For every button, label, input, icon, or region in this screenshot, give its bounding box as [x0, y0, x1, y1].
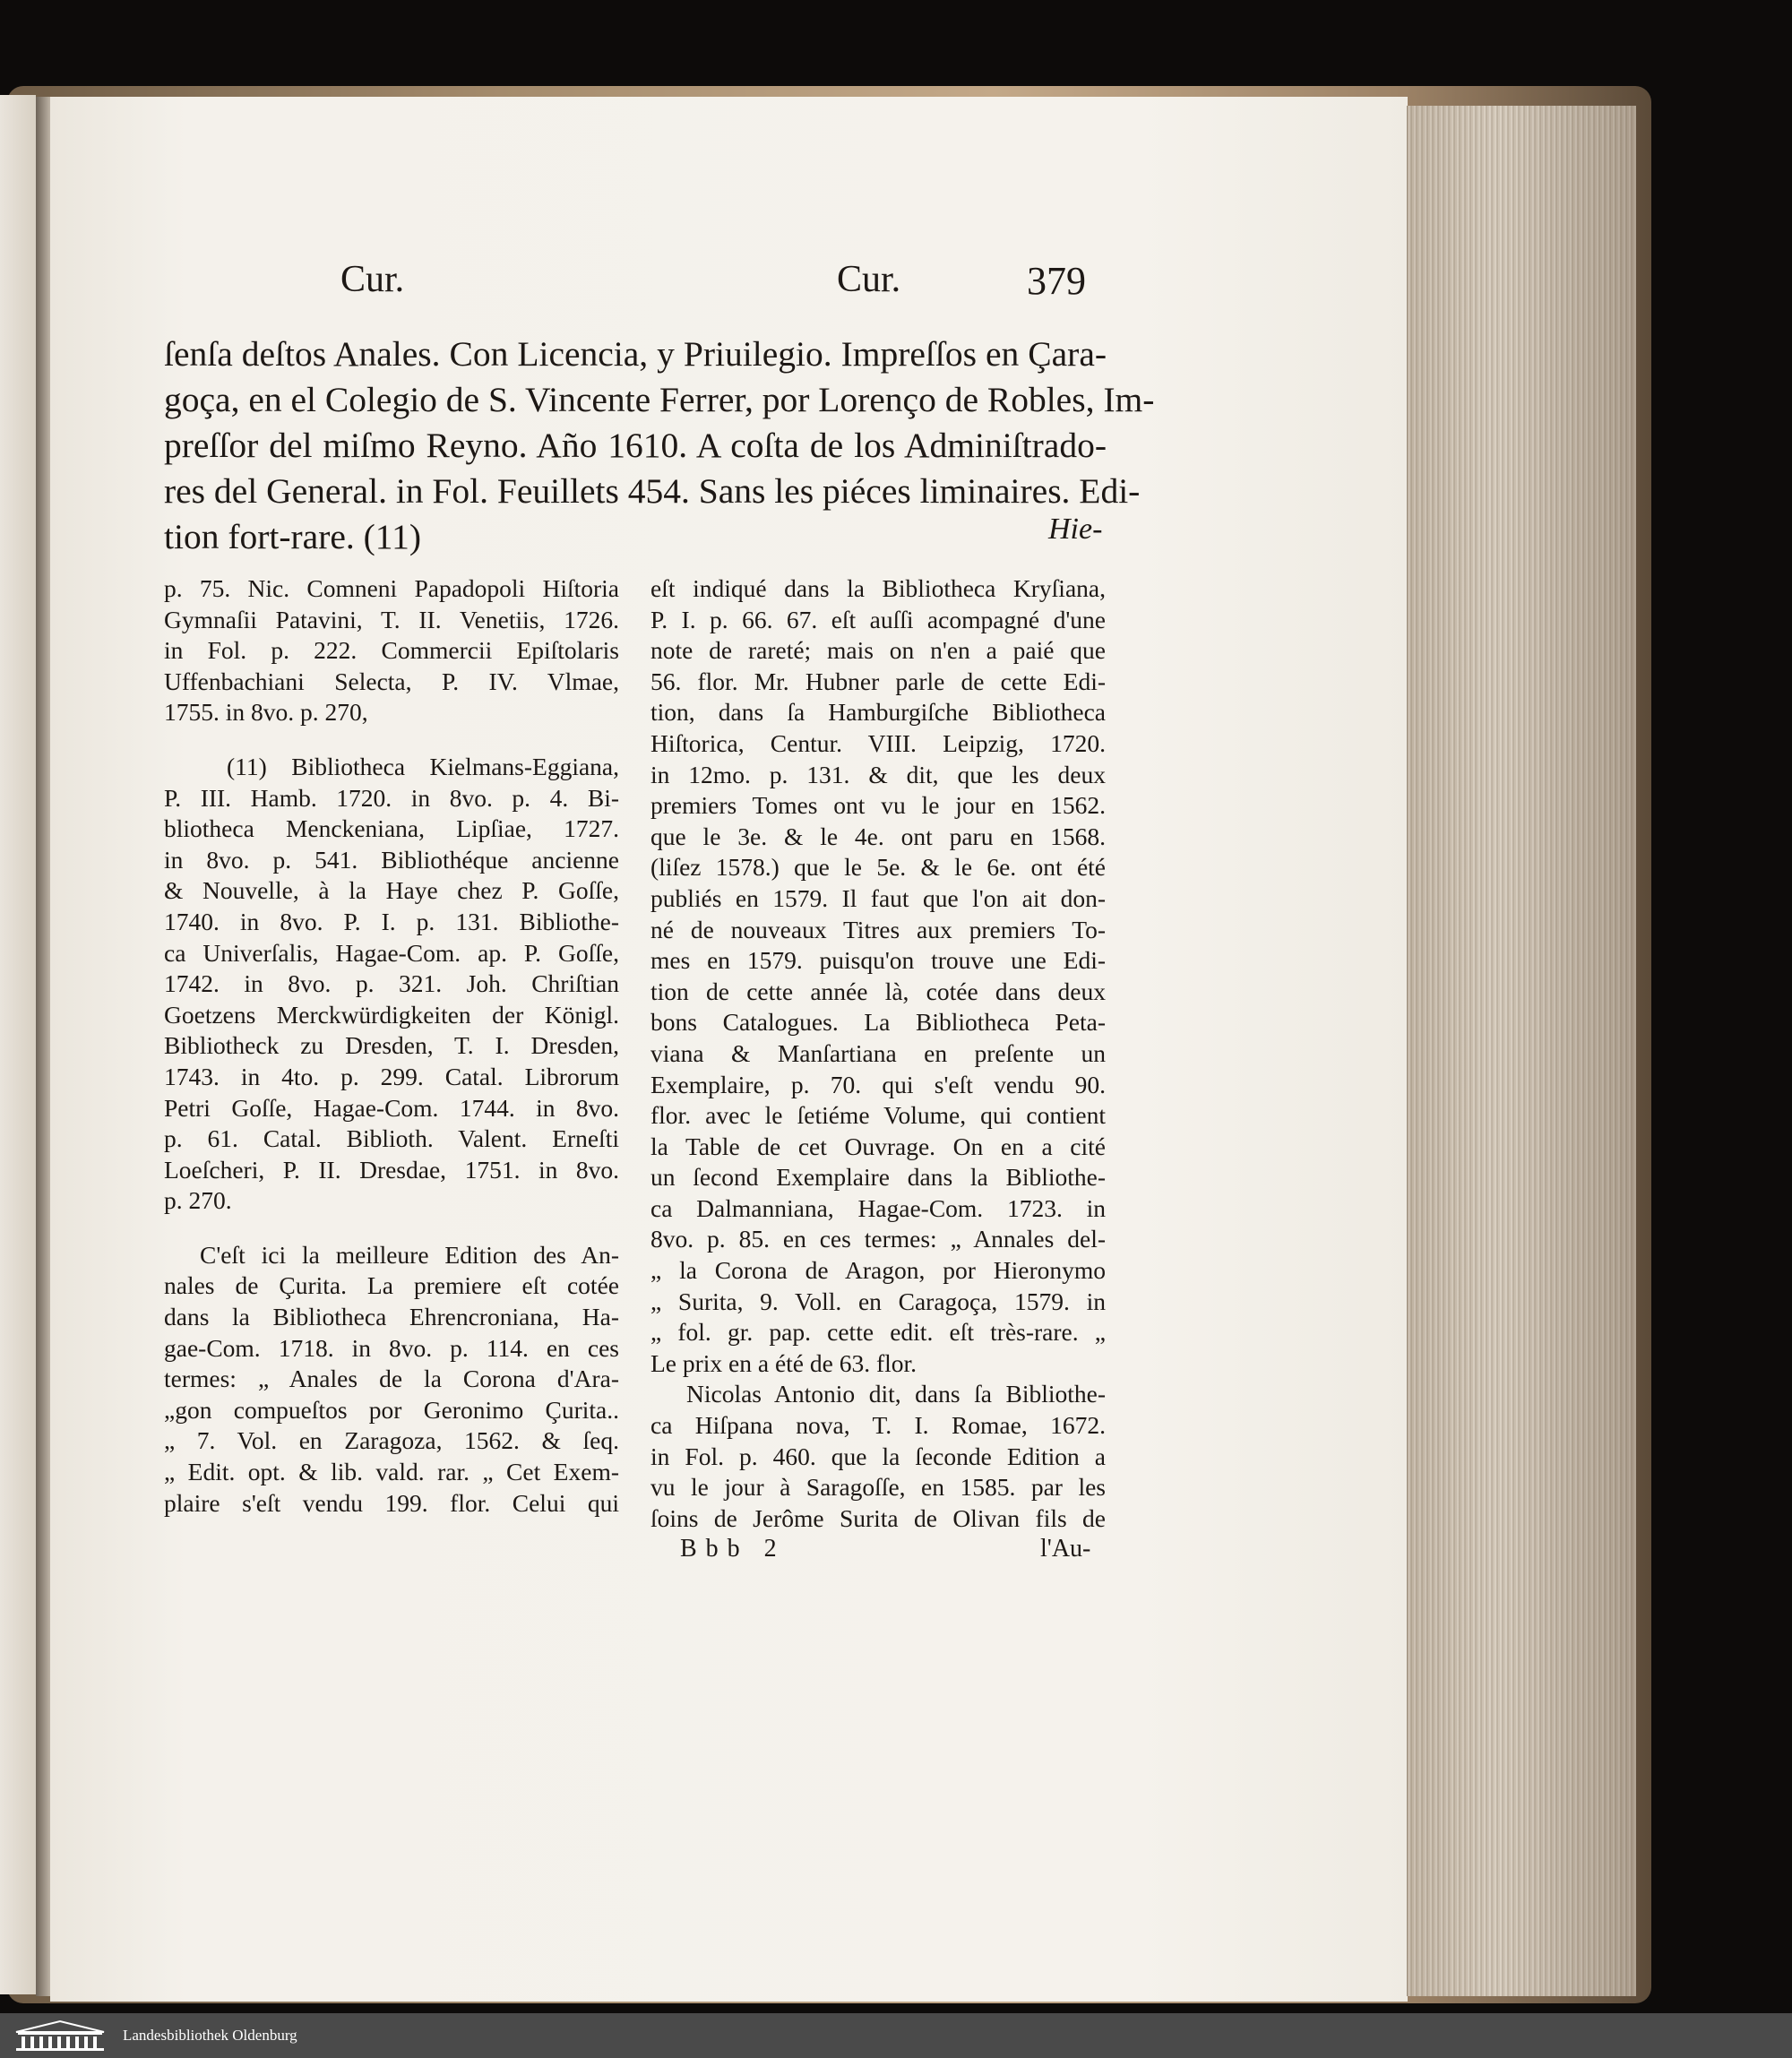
text-line: dans la Bibliotheca Ehrencroniana, Ha-	[164, 1303, 619, 1331]
top-paragraph	[164, 332, 1155, 560]
text-line: p. 61. Catal. Biblioth. Valent. Erneſti	[164, 1124, 619, 1153]
text-line: Hiſtorica, Centur. VIII. Leipzig, 1720.	[650, 728, 1106, 757]
text-line: tion, dans ſa Hamburgiſche Bibliotheca	[650, 698, 1106, 727]
institution-name: Landesbibliothek Oldenburg	[123, 2027, 297, 2044]
text-line: „ 7. Vol. en Zaragoza, 1562. & ſeq.	[164, 1426, 619, 1455]
text-line: ca Hiſpana nova, T. I. Romae, 1672.	[650, 1411, 1106, 1440]
text-line: plaire s'eſt vendu 199. flor. Celui qui	[164, 1488, 619, 1517]
text-line: tion de cette année là, cotée dans deux	[650, 977, 1106, 1005]
text-line: né de nouveaux Titres aux premiers To-	[650, 915, 1106, 943]
facing-page-edge	[0, 95, 36, 1994]
text-line: gae-Com. 1718. in 8vo. p. 114. en ces	[164, 1333, 619, 1362]
text-line: Bibliotheck zu Dresden, T. I. Dresden,	[164, 1031, 619, 1060]
library-building-icon	[9, 2019, 112, 2052]
text-line: in 12mo. p. 131. & dit, que les deux	[650, 760, 1106, 788]
text-line: ſoins de Jerôme Surita de Olivan fils de	[650, 1503, 1106, 1532]
left-column	[164, 573, 619, 1519]
text-line: 1742. in 8vo. p. 321. Joh. Chriſtian	[164, 969, 619, 998]
text-line: 1740. in 8vo. P. I. p. 131. Bibliothe-	[164, 907, 619, 935]
text-line: p. 75. Nic. Comneni Papadopoli Hiſtoria	[164, 574, 619, 602]
running-head-left: Cur.	[340, 259, 405, 300]
right-column	[650, 573, 1106, 1534]
catchword-bottom: l'Au-	[1040, 1535, 1091, 1563]
text-line: Uffenbachiani Selecta, P. IV. Vlmae,	[164, 667, 619, 695]
signature-mark: Bbb 2	[680, 1535, 786, 1563]
text-line: vu le jour à Saragoſſe, en 1585. par les	[650, 1473, 1106, 1502]
text-line: Exemplaire, p. 70. qui s'eſt vendu 90.	[650, 1070, 1106, 1098]
text-line: (11) Bibliotheca Kielmans-Eggiana,	[227, 752, 619, 780]
page-number: 379	[1027, 259, 1086, 303]
text-line: ca Univerſalis, Hagae-Com. ap. P. Goſſe,	[164, 938, 619, 967]
text-line: tion fort-rare. (11)	[164, 517, 421, 556]
text-line: „ fol. gr. pap. cette edit. eſt très-rare. „	[650, 1318, 1106, 1347]
text-line: termes: „ Anales de la Corona d'Ara-	[164, 1365, 619, 1393]
text-line: ſenſa deſtos Anales. Con Licencia, y Priuilegio. Impreſſos en Çara-	[164, 334, 1107, 374]
text-line: Le prix en a été de 63. flor.	[650, 1348, 918, 1377]
text-line: Gymnaſii Patavini, T. II. Venetiis, 1726.	[164, 605, 619, 633]
text-line: ca Dalmanniana, Hagae-Com. 1723. in	[650, 1193, 1106, 1222]
text-line: (liſez 1578.) que le 5e. & le 6e. ont été	[650, 853, 1106, 882]
text-line: „ Edit. opt. & lib. vald. rar. „ Cet Exem-	[164, 1458, 619, 1486]
text-line: P. I. p. 66. 67. eſt auſſi acompagné d'une	[650, 605, 1106, 633]
text-line: mes en 1579. puisqu'on trouve une Edi-	[650, 946, 1106, 975]
footer-bar	[0, 2013, 1792, 2058]
text-line: „ Surita, 9. Voll. en Caragoça, 1579. in	[650, 1287, 1106, 1315]
text-line: note de rareté; mais on n'en a paié que	[650, 636, 1106, 665]
text-line: premiers Tomes ont vu le jour en 1562.	[650, 791, 1106, 820]
text-line: 1755. in 8vo. p. 270,	[164, 698, 368, 727]
text-line: flor. avec le ſetiéme Volume, qui contient	[650, 1101, 1106, 1130]
text-line: „ la Corona de Aragon, por Hieronymo	[650, 1256, 1106, 1285]
text-line: Nicolas Antonio dit, dans ſa Bibliothe-	[686, 1380, 1106, 1408]
page-block-edges	[1407, 106, 1636, 1996]
text-line: viana & Manſartiana en preſente un	[650, 1038, 1106, 1067]
text-line: Loeſcheri, P. II. Dresdae, 1751. in 8vo.	[164, 1155, 619, 1184]
text-line: in Fol. p. 460. que la ſeconde Edition a	[650, 1442, 1106, 1470]
text-line: publiés en 1579. Il faut que l'on ait don-	[650, 883, 1106, 912]
text-line: nales de Çurita. La premiere eſt cotée	[164, 1271, 619, 1300]
text-line: & Nouvelle, à la Haye chez P. Goſſe,	[164, 876, 619, 905]
text-line: res del General. in Fol. Feuillets 454. Sans les piéces liminaires. Edi-	[164, 471, 1141, 511]
text-line: Goetzens Merckwürdigkeiten der Königl.	[164, 1000, 619, 1029]
text-line: la Table de cet Ouvrage. On en a cité	[650, 1132, 1106, 1160]
text-line: 56. flor. Mr. Hubner parle de cette Edi-	[650, 667, 1106, 695]
book-gutter	[36, 97, 50, 1996]
text-line: Petri Goſſe, Hagae-Com. 1744. in 8vo.	[164, 1093, 619, 1122]
catchword-top: Hie-	[1048, 512, 1103, 546]
text-line: goça, en el Colegio de S. Vincente Ferrer, por Lorenço de Robles, Im-	[164, 380, 1155, 419]
text-line: que le 3e. & le 4e. ont paru en 1568.	[650, 822, 1106, 850]
text-line: bons Catalogues. La Bibliotheca Peta-	[650, 1008, 1106, 1037]
text-line: eſt indiqué dans la Bibliotheca Kryſiana,	[650, 574, 1106, 602]
text-line: 8vo. p. 85. en ces termes: „ Annales del-	[650, 1225, 1106, 1253]
text-line: „gon compueſtos por Geronimo Çurita..	[164, 1395, 619, 1424]
text-line: un ſecond Exemplaire dans la Bibliothe-	[650, 1163, 1106, 1192]
text-line: in 8vo. p. 541. Bibliothéque ancienne	[164, 845, 619, 874]
text-line: P. III. Hamb. 1720. in 8vo. p. 4. Bi-	[164, 783, 619, 812]
text-line: 1743. in 4to. p. 299. Catal. Librorum	[164, 1062, 619, 1090]
text-line: bliotheca Menckeniana, Lipſiae, 1727.	[164, 814, 619, 843]
text-line: p. 270.	[164, 1186, 232, 1215]
text-line: C'eſt ici la meilleure Edition des An-	[200, 1240, 619, 1269]
running-head-center: Cur.	[837, 259, 901, 300]
text-line: preſſor del miſmo Reyno. Año 1610. A coſta de los Adminiſtrado-	[164, 426, 1107, 465]
text-line: in Fol. p. 222. Commercii Epiſtolaris	[164, 636, 619, 665]
